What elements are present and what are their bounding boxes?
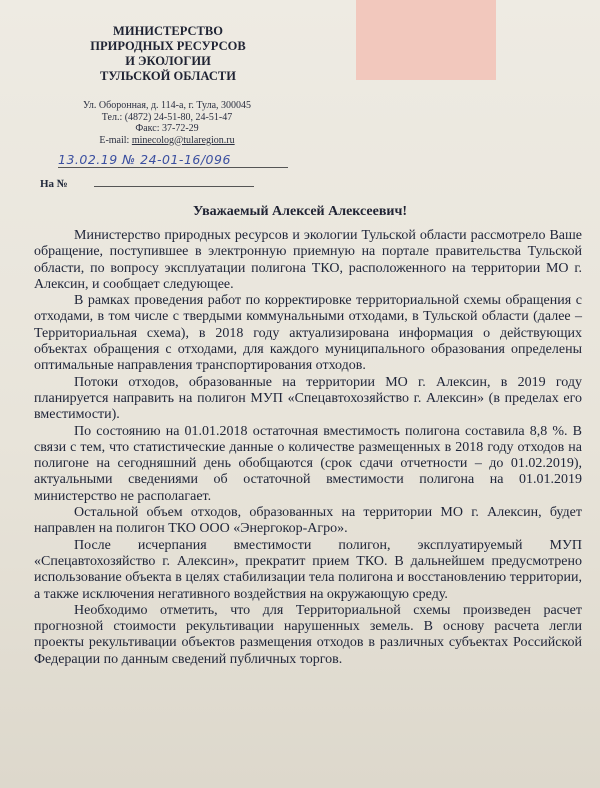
incoming-reference (40, 176, 300, 190)
paragraph: Остальной объем отходов, образованных на территории МО г. Алексин, будет направлен на полигон ТКО ООО «Энергокор-Агро». (34, 505, 582, 537)
paragraph: В рамках проведения работ по корректировке территориальной схемы обращения с отходами, в том числе с твердыми коммунальными отходами, в Тульской области (далее – Территориальная схема), в 2018 году актуализирована информация о действующих объектах обращения с отходами, для каждого муниципального образования определены оптимальные направления транспортирования отходов. (34, 293, 582, 374)
na-blank-line (94, 176, 254, 187)
email-link[interactable]: minecolog@tularegion.ru (131, 134, 235, 146)
contact-block (22, 100, 312, 146)
ministry-line: ПРИРОДНЫХ РЕСУРСОВ (90, 39, 246, 53)
paragraph: Министерство природных ресурсов и экологии Тульской области рассмотрело Ваше обращение, поступившее в электронную приемную на портале правительства Тульской области, по вопросу эксплуатации полигона ТКО, расположенного на территории МО г. Алексин, и сообщает следующее. (34, 228, 582, 292)
fax-line: Факс: 37-72-29 (135, 123, 199, 134)
phone-line: Тел.: (4872) 24-51-80, 24-51-47 (101, 111, 233, 123)
redacted-area (356, 0, 496, 80)
paragraph: По состоянию на 01.01.2018 остаточная вместимость полигона составила 8,8 %. В связи с тем, что статистические данные о количестве размещенных в 2018 году отходов на полигоне на сегодняшний день обобщаются (срок сдачи отчетности – до 01.02.2019), актуальными сведениями об остаточной вместимости полигона на 01.01.2019 министерство не располагает. (34, 423, 582, 504)
paragraph: После исчерпания вместимости полигон, эксплуатируемый МУП «Спецавтохозяйство г. Алексин», прекратит прием ТКО. В дальнейшем предусмотрено использование объекта в целях стабилизации тела полигона и восстановлению территории, а также исключения негативного воздействия на окружающую среду. (34, 537, 582, 602)
ministry-header (68, 24, 268, 84)
na-label: На № (40, 178, 68, 190)
email-line (22, 135, 312, 147)
outgoing-reference: 13.02.19 № 24-01-16/096 (58, 152, 288, 168)
paragraph: Потоки отходов, образованные на территории МО г. Алексин, в 2019 году планируется направить на полигон МУП «Спецавтохозяйство г. Алексин» (в пределах его вместимости). (34, 374, 582, 423)
ministry-line: И ЭКОЛОГИИ (125, 54, 211, 68)
email-label: E-mail: (99, 134, 132, 146)
letter-body (34, 228, 582, 668)
ministry-line: МИНИСТЕРСТВО (113, 24, 223, 38)
ministry-line: ТУЛЬСКОЙ ОБЛАСТИ (100, 69, 236, 83)
address-line: Ул. Оборонная, д. 114-а, г. Тула, 300045 (82, 100, 252, 111)
paragraph: Необходимо отметить, что для Территориальной схемы произведен расчет прогнозной стоимости рекультивации нарушенных земель. В основу расчета легли проекты рекультивации объектов размещения отходов в различных субъектах Российской Федерации по данным сведений публичных торгов. (34, 602, 582, 667)
greeting: Уважаемый Алексей Алексеевич! (192, 204, 408, 219)
